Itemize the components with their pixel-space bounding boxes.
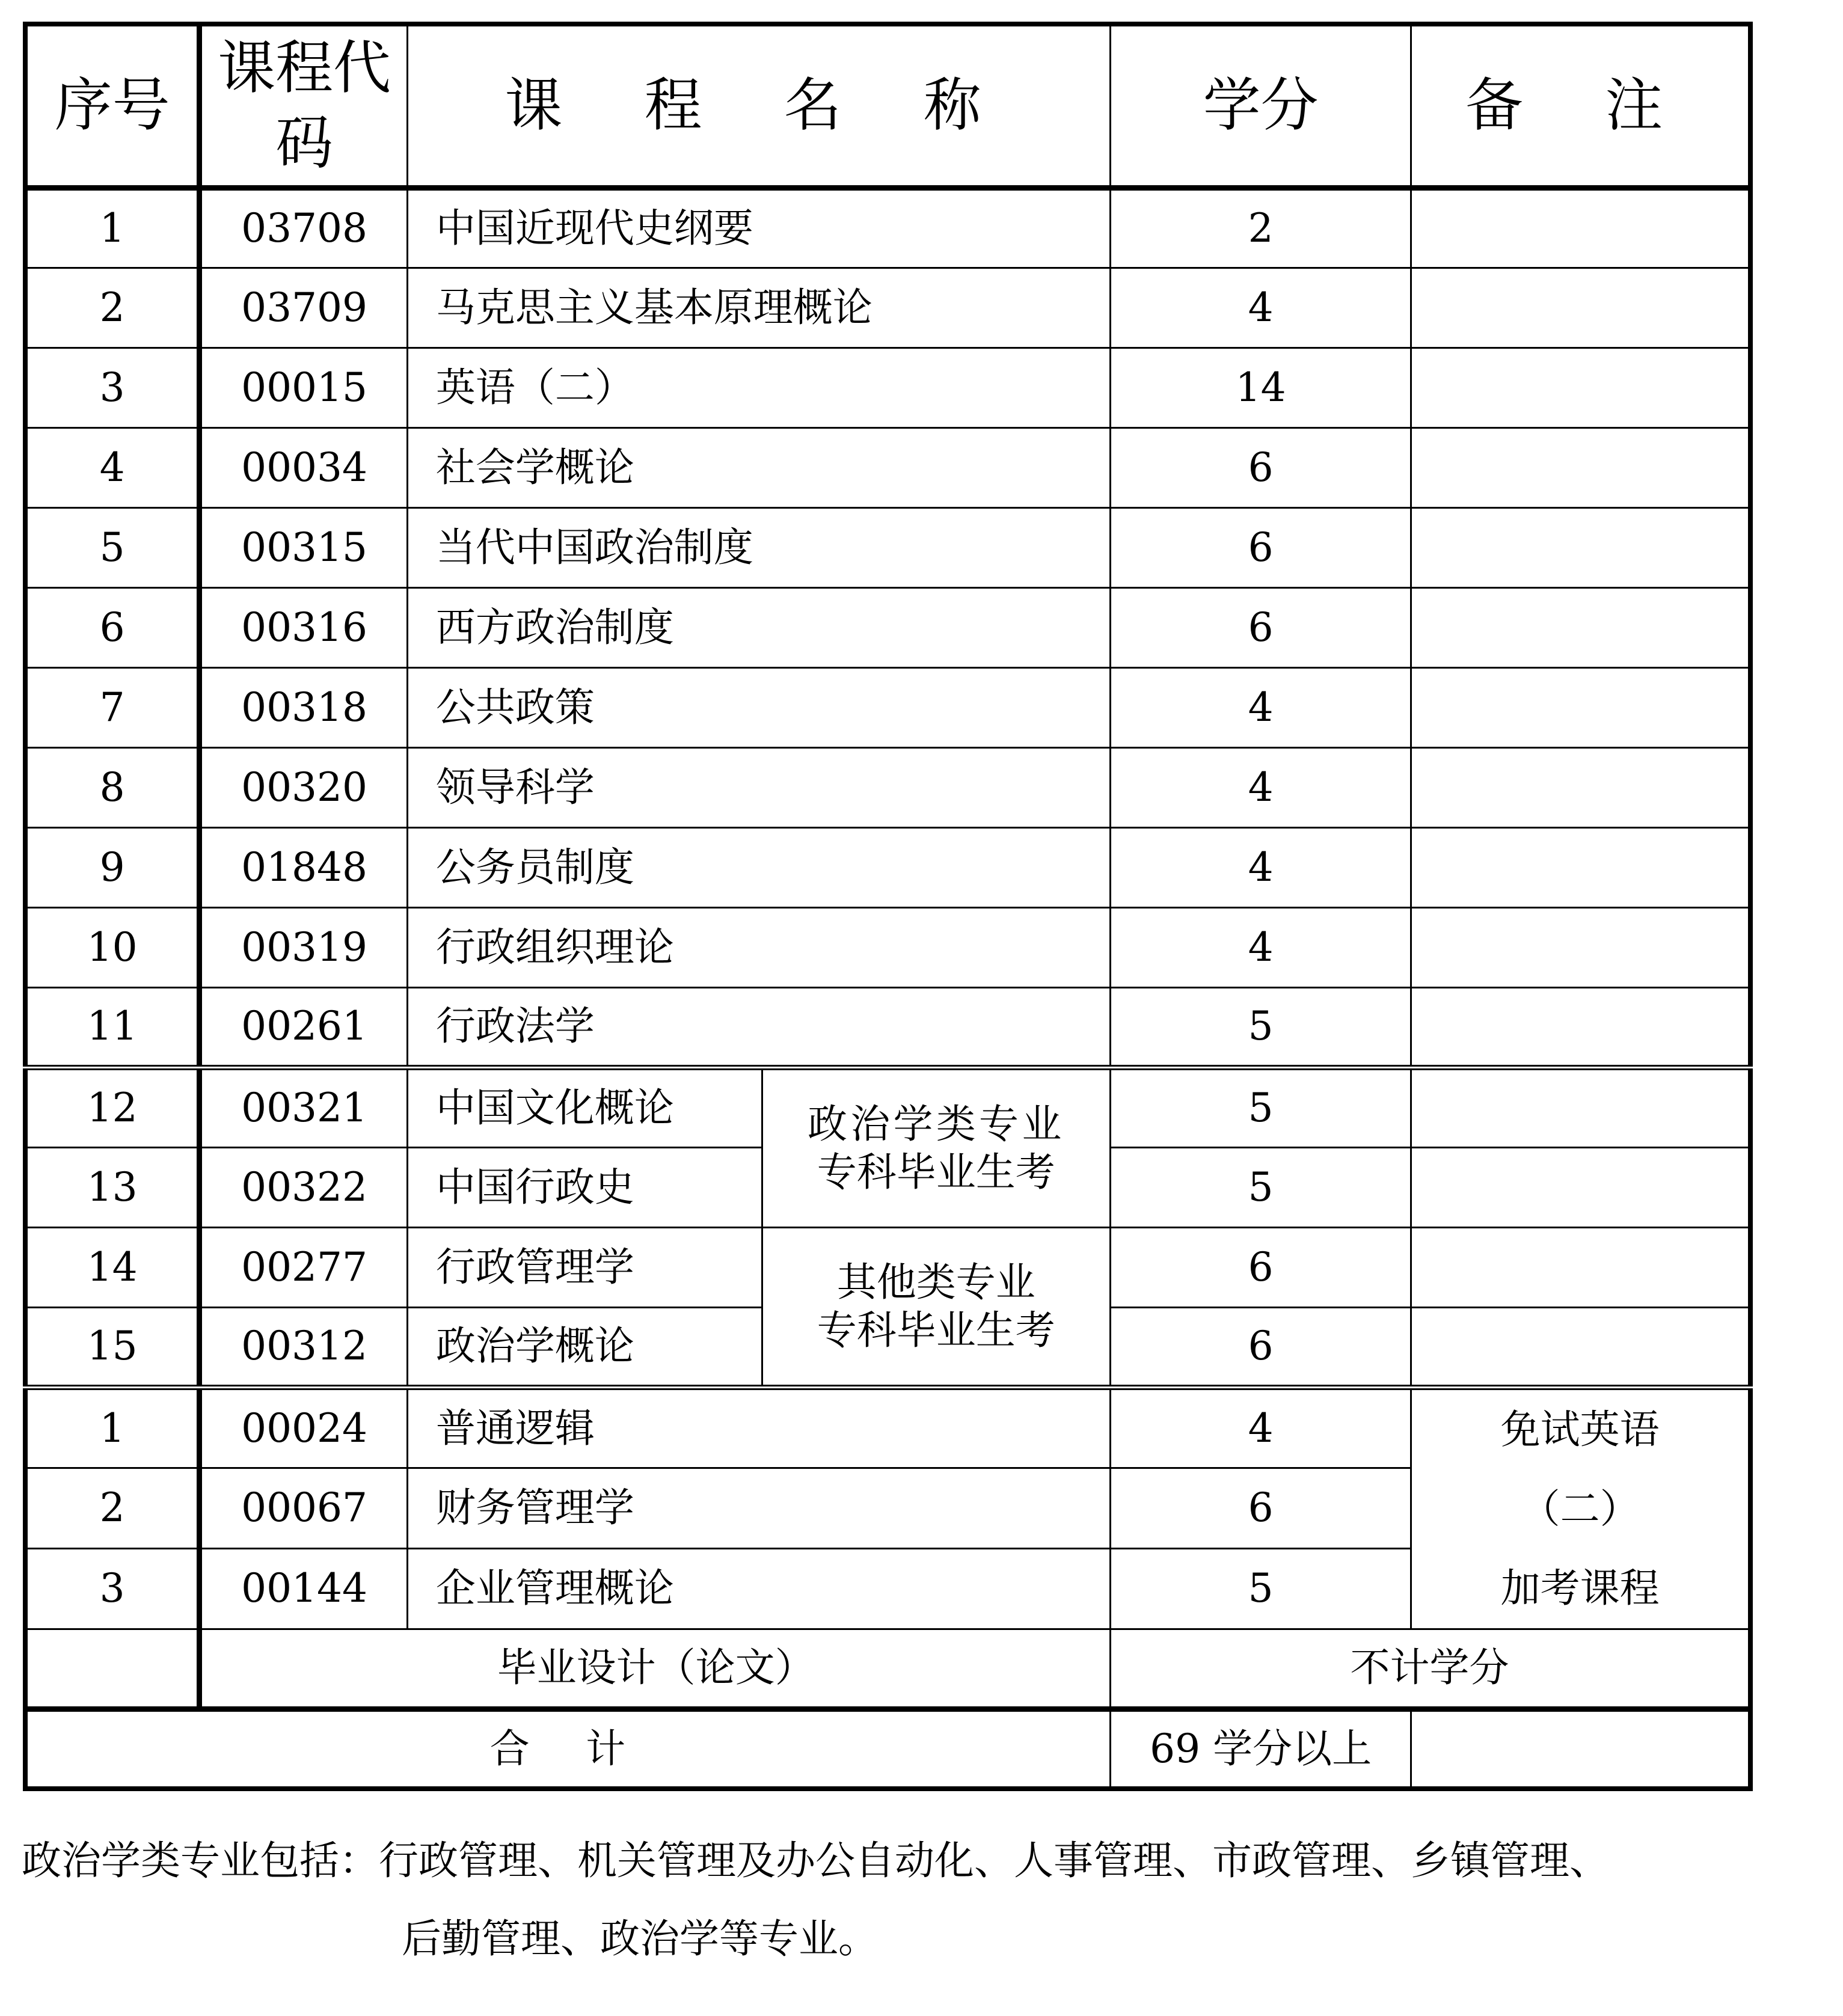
course-name-cell: 政治学概论 — [407, 1307, 762, 1387]
code-cell: 00320 — [200, 747, 408, 827]
code-cell: 00015 — [200, 348, 408, 427]
seq-cell: 7 — [25, 667, 200, 747]
table-row — [25, 268, 1750, 348]
thesis-row — [25, 1629, 1750, 1709]
credits-cell: 6 — [1111, 507, 1411, 587]
table-row — [25, 667, 1750, 747]
code-cell: 00315 — [200, 507, 408, 587]
notes-cell — [1411, 587, 1750, 667]
credits-cell: 14 — [1111, 348, 1411, 427]
group3-notes — [1411, 1387, 1750, 1629]
table-row — [25, 747, 1750, 827]
course-name-cell: 行政法学 — [407, 987, 1110, 1067]
notes-cell — [1411, 188, 1750, 268]
total-notes-cell — [1411, 1709, 1750, 1789]
notes-cell — [1411, 427, 1750, 507]
code-cell: 00321 — [200, 1067, 408, 1147]
credits-cell: 6 — [1111, 1307, 1411, 1387]
seq-cell: 3 — [25, 1548, 200, 1629]
seq-cell: 14 — [25, 1227, 200, 1307]
total-row — [25, 1709, 1750, 1789]
condition-a-line1: 政治学类专业 — [807, 1101, 1065, 1148]
header-course-name: 课 程 名 称 — [407, 24, 1110, 188]
table-row — [25, 827, 1750, 907]
group3-notes-line3: 加考课程 — [1500, 1564, 1660, 1611]
code-cell: 00316 — [200, 587, 408, 667]
code-cell: 00322 — [200, 1147, 408, 1227]
group3-notes-line1: 免试英语 — [1500, 1406, 1660, 1453]
credits-cell: 4 — [1111, 1387, 1411, 1468]
seq-cell: 13 — [25, 1147, 200, 1227]
course-name-cell: 中国文化概论 — [407, 1067, 762, 1147]
credits-cell: 6 — [1111, 1227, 1411, 1307]
footnote-line1: 政治学类专业包括：行政管理、机关管理及办公自动化、人事管理、市政管理、乡镇管理、 — [22, 1837, 1609, 1884]
course-name-cell: 领导科学 — [407, 747, 1110, 827]
course-name-cell: 社会学概论 — [407, 427, 1110, 507]
course-name-cell: 西方政治制度 — [407, 587, 1110, 667]
condition-a-line2: 专科毕业生考 — [817, 1148, 1055, 1195]
seq-cell: 6 — [25, 587, 200, 667]
table-row — [25, 427, 1750, 507]
total-label-cell: 合 计 — [25, 1709, 1111, 1789]
credits-cell: 4 — [1111, 907, 1411, 987]
code-cell: 00312 — [200, 1307, 408, 1387]
credits-cell: 6 — [1111, 1468, 1411, 1548]
table-row — [25, 907, 1750, 987]
seq-cell: 15 — [25, 1307, 200, 1387]
seq-cell: 1 — [25, 188, 200, 268]
course-name-cell: 当代中国政治制度 — [407, 507, 1110, 587]
notes-cell — [1411, 827, 1750, 907]
table-row — [25, 188, 1750, 268]
footnote-line2: 后勤管理、政治学等专业。 — [402, 1916, 878, 1962]
table-row — [25, 1387, 1750, 1468]
thesis-credits-cell: 不计学分 — [1111, 1629, 1750, 1709]
seq-cell: 11 — [25, 987, 200, 1067]
credits-cell: 5 — [1111, 1147, 1411, 1227]
notes-cell — [1411, 667, 1750, 747]
code-cell: 00319 — [200, 907, 408, 987]
seq-cell: 2 — [25, 1468, 200, 1548]
notes-cell — [1411, 1227, 1750, 1307]
notes-cell — [1411, 747, 1750, 827]
credits-cell: 4 — [1111, 827, 1411, 907]
course-name-cell: 行政组织理论 — [407, 907, 1110, 987]
course-name-cell: 公共政策 — [407, 667, 1110, 747]
header-code: 课程代码 — [200, 24, 408, 188]
code-cell: 00318 — [200, 667, 408, 747]
code-cell: 01848 — [200, 827, 408, 907]
notes-cell — [1411, 1067, 1750, 1147]
course-name-cell: 公务员制度 — [407, 827, 1110, 907]
seq-cell: 2 — [25, 268, 200, 348]
credits-cell: 4 — [1111, 667, 1411, 747]
header-seq: 序号 — [25, 24, 200, 188]
course-name-cell: 马克思主义基本原理概论 — [407, 268, 1110, 348]
seq-cell: 3 — [25, 348, 200, 427]
seq-cell: 12 — [25, 1067, 200, 1147]
credits-cell: 6 — [1111, 587, 1411, 667]
table-row — [25, 348, 1750, 427]
header-notes: 备 注 — [1411, 24, 1750, 188]
credits-cell: 2 — [1111, 188, 1411, 268]
code-cell: 00144 — [200, 1548, 408, 1629]
credits-cell: 6 — [1111, 427, 1411, 507]
header-credits: 学分 — [1111, 24, 1411, 188]
code-cell: 00067 — [200, 1468, 408, 1548]
notes-cell — [1411, 1147, 1750, 1227]
seq-cell: 8 — [25, 747, 200, 827]
credits-cell: 5 — [1111, 1548, 1411, 1629]
table-row — [25, 587, 1750, 667]
group3-notes-line2: （二） — [1520, 1485, 1640, 1532]
condition-b-line1: 其他类专业 — [836, 1259, 1035, 1306]
credits-cell: 5 — [1111, 987, 1411, 1067]
credits-cell: 4 — [1111, 747, 1411, 827]
notes-cell — [1411, 348, 1750, 427]
notes-cell — [1411, 1307, 1750, 1387]
seq-cell — [25, 1629, 200, 1709]
thesis-name-cell: 毕业设计（论文） — [200, 1629, 1111, 1709]
total-credits-cell: 69 学分以上 — [1111, 1709, 1411, 1789]
footnote — [22, 1822, 1826, 1978]
course-name-cell: 英语（二） — [407, 348, 1110, 427]
course-name-cell: 企业管理概论 — [407, 1548, 1110, 1629]
code-cell: 03709 — [200, 268, 408, 348]
group2-condition-b — [762, 1227, 1110, 1387]
notes-cell — [1411, 507, 1750, 587]
seq-cell: 5 — [25, 507, 200, 587]
course-name-cell: 财务管理学 — [407, 1468, 1110, 1548]
seq-cell: 9 — [25, 827, 200, 907]
credits-cell: 4 — [1111, 268, 1411, 348]
seq-cell: 1 — [25, 1387, 200, 1468]
code-cell: 00034 — [200, 427, 408, 507]
table-row — [25, 987, 1750, 1067]
course-name-cell: 普通逻辑 — [407, 1387, 1110, 1468]
code-cell: 00277 — [200, 1227, 408, 1307]
course-name-cell: 中国近现代史纲要 — [407, 188, 1110, 268]
seq-cell: 10 — [25, 907, 200, 987]
notes-cell — [1411, 987, 1750, 1067]
code-cell: 00024 — [200, 1387, 408, 1468]
code-cell: 00261 — [200, 987, 408, 1067]
table-header — [25, 24, 1750, 188]
notes-cell — [1411, 268, 1750, 348]
code-cell: 03708 — [200, 188, 408, 268]
group2-condition-a — [762, 1067, 1110, 1227]
table-row — [25, 1067, 1750, 1147]
seq-cell: 4 — [25, 427, 200, 507]
course-name-cell: 行政管理学 — [407, 1227, 762, 1307]
credits-cell: 5 — [1111, 1067, 1411, 1147]
table-row — [25, 1227, 1750, 1307]
table-row — [25, 507, 1750, 587]
course-name-cell: 中国行政史 — [407, 1147, 762, 1227]
course-plan-table — [23, 22, 1753, 1791]
notes-cell — [1411, 907, 1750, 987]
condition-b-line2: 专科毕业生考 — [817, 1307, 1055, 1353]
